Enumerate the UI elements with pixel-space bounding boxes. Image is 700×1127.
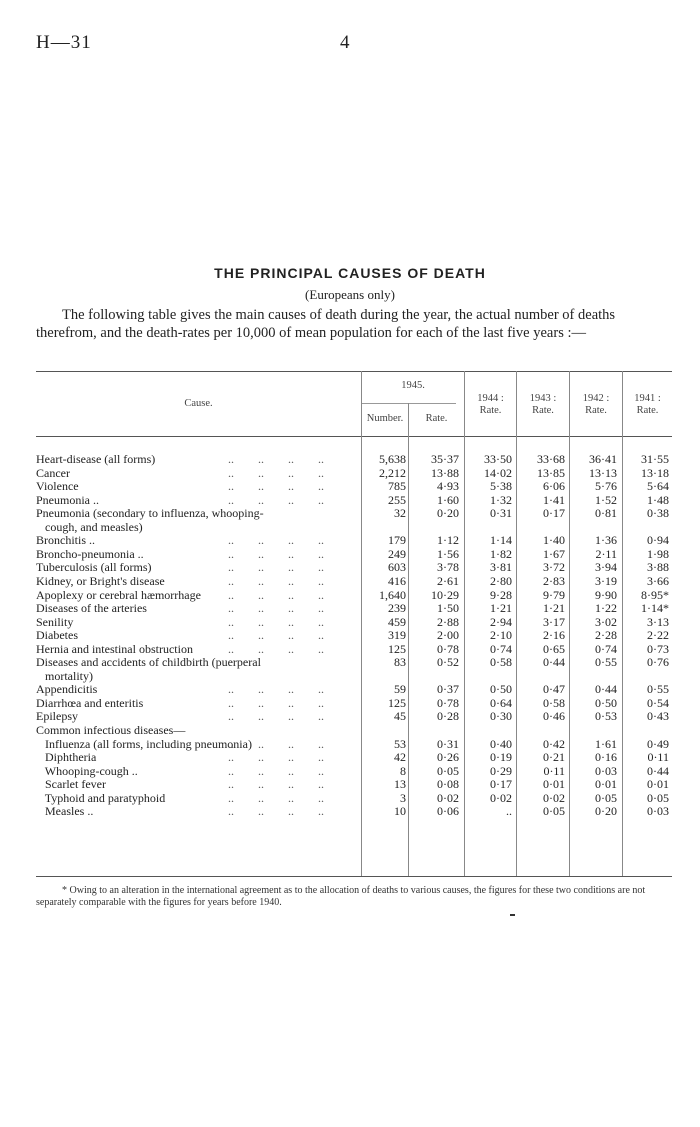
table-header-rule [36, 436, 672, 437]
row-leader-dots: .. .. .. .. [228, 493, 324, 507]
cell-number: 785 [388, 479, 406, 493]
row-cause: Typhoid and paratyphoid [36, 791, 166, 805]
cell-r1942: 0·16 [595, 750, 617, 764]
row-leader-dots: .. .. .. .. [228, 682, 324, 696]
cell-r1941: 0·73 [647, 642, 669, 656]
row-cause: Epilepsy [36, 709, 78, 723]
cell-r1943: 1·40 [543, 533, 565, 547]
cell-number: 239 [388, 601, 406, 615]
row-cause: mortality) [36, 669, 93, 683]
row-cause: Apoplexy or cerebral hæmorrhage [36, 588, 201, 602]
row-cause: cough, and measles) [36, 520, 143, 534]
stray-mark [510, 914, 515, 916]
row-leader-dots: .. .. .. .. [228, 777, 324, 791]
header-code: H—31 [36, 32, 92, 53]
cell-r1941: 1·98 [647, 547, 669, 561]
cell-r1943: 9·79 [543, 588, 565, 602]
cell-number: 10 [394, 804, 406, 818]
row-cause: Pneumonia .. [36, 493, 99, 507]
row-leader-dots: .. .. .. .. [228, 560, 324, 574]
cell-r1943: 0·02 [543, 791, 565, 805]
cell-r1941: 13·18 [641, 466, 669, 480]
row-cause: Broncho-pneumonia .. [36, 547, 144, 561]
cell-r1944: 5·38 [490, 479, 512, 493]
row-leader-dots: .. .. .. .. [228, 547, 324, 561]
row-leader-dots: .. .. .. .. [228, 696, 324, 710]
year-1945-underline [362, 403, 456, 404]
cell-r1942: 2·11 [595, 547, 617, 561]
cell-r1941: 0·01 [647, 777, 669, 791]
cell-number: 249 [388, 547, 406, 561]
cell-r1943: 3·17 [543, 615, 565, 629]
cell-r1943: 0·17 [543, 506, 565, 520]
cell-r1944: 0·50 [490, 682, 512, 696]
row-leader-dots: .. .. .. .. [228, 479, 324, 493]
row-leader-dots: .. .. .. .. [228, 628, 324, 642]
row-cause: Hernia and intestinal obstruction [36, 642, 193, 656]
row-cause: Common infectious diseases— [36, 723, 186, 737]
cell-r1942: 5·76 [595, 479, 617, 493]
cell-rate: 0·78 [437, 696, 459, 710]
cell-number: 319 [388, 628, 406, 642]
cell-r1941: 0·54 [647, 696, 669, 710]
row-cause: Diabetes [36, 628, 78, 642]
cell-r1942: 3·19 [595, 574, 617, 588]
cell-r1943: 0·42 [543, 737, 565, 751]
cell-r1942: 13·13 [589, 466, 617, 480]
cell-rate: 1·60 [437, 493, 459, 507]
cell-r1942: 0·44 [595, 682, 617, 696]
intro-paragraph: The following table gives the main causes of death during the year, the actual number of deaths therefrom, and the death-rates per 10,000 of mean population for each of the last five years :— [36, 307, 616, 341]
header-rate-1942 [570, 393, 622, 417]
cell-r1941: 0·03 [647, 804, 669, 818]
cell-r1944: 0·19 [490, 750, 512, 764]
cell-r1944: 2·80 [490, 574, 512, 588]
cell-r1942: 1·22 [595, 601, 617, 615]
cell-r1942: 9·90 [595, 588, 617, 602]
row-leader-dots: .. .. .. .. [228, 615, 324, 629]
cell-rate: 0·08 [437, 777, 459, 791]
cell-number: 2,212 [379, 466, 406, 480]
cell-number: 5,638 [379, 452, 406, 466]
cell-r1942: 1·52 [595, 493, 617, 507]
cell-rate: 35·37 [431, 452, 459, 466]
cell-r1941: 8·95* [641, 588, 669, 602]
header-rate-1943 [517, 393, 569, 417]
cell-r1944: .. [506, 804, 512, 818]
cell-r1942: 0·74 [595, 642, 617, 656]
cell-r1941: 0·38 [647, 506, 669, 520]
row-cause: Whooping-cough .. [36, 764, 138, 778]
cell-number: 83 [394, 655, 406, 669]
cell-rate: 0·06 [437, 804, 459, 818]
cell-rate: 1·56 [437, 547, 459, 561]
cell-r1944: 0·64 [490, 696, 512, 710]
header-rate-1941 [623, 393, 672, 417]
row-cause: Cancer [36, 466, 70, 480]
cell-number: 255 [388, 493, 406, 507]
cell-r1943: 0·01 [543, 777, 565, 791]
cell-r1941: 0·05 [647, 791, 669, 805]
cell-number: 59 [394, 682, 406, 696]
cell-number: 3 [400, 791, 406, 805]
cell-number: 1,640 [379, 588, 406, 602]
row-leader-dots: .. .. .. .. [228, 642, 324, 656]
header-year-1945: 1945. [401, 380, 425, 391]
cell-r1944: 0·58 [490, 655, 512, 669]
cell-r1944: 0·31 [490, 506, 512, 520]
cell-rate: 4·93 [437, 479, 459, 493]
cell-r1941: 0·11 [647, 750, 669, 764]
cell-r1943: 0·58 [543, 696, 565, 710]
cell-r1944: 9·28 [490, 588, 512, 602]
row-leader-dots: .. .. .. .. [228, 601, 324, 615]
cell-r1941: 0·44 [647, 764, 669, 778]
cell-rate: 0·37 [437, 682, 459, 696]
row-cause: Influenza (all forms, including pneumonia) [36, 737, 252, 751]
cell-number: 42 [394, 750, 406, 764]
cell-r1944: 3·81 [490, 560, 512, 574]
cell-r1943: 33·68 [537, 452, 565, 466]
cell-r1943: 0·46 [543, 709, 565, 723]
row-leader-dots: .. .. .. .. [228, 709, 324, 723]
cell-r1941: 0·76 [647, 655, 669, 669]
row-cause: Appendicitis [36, 682, 98, 696]
row-leader-dots: .. .. .. .. [228, 804, 324, 818]
header-number: Number. [366, 413, 404, 424]
cell-r1942: 3·94 [595, 560, 617, 574]
cell-rate: 0·05 [437, 764, 459, 778]
cell-r1943: 1·67 [543, 547, 565, 561]
cell-rate: 10·29 [431, 588, 459, 602]
cell-r1943: 3·72 [543, 560, 565, 574]
cell-rate: 3·78 [437, 560, 459, 574]
cell-r1943: 2·83 [543, 574, 565, 588]
cell-r1943: 13·85 [537, 466, 565, 480]
cell-r1941: 1·14* [641, 601, 669, 615]
header-rate-1944-year: 1944 : [477, 393, 504, 404]
cell-r1943: 0·65 [543, 642, 565, 656]
row-leader-dots: .. .. .. .. [228, 466, 324, 480]
cell-r1942: 1·61 [595, 737, 617, 751]
cell-r1942: 0·50 [595, 696, 617, 710]
cell-r1944: 0·74 [490, 642, 512, 656]
row-cause: Heart-disease (all forms) [36, 452, 156, 466]
cell-r1941: 0·94 [647, 533, 669, 547]
cell-r1944: 0·02 [490, 791, 512, 805]
cell-r1943: 0·21 [543, 750, 565, 764]
cell-rate: 0·20 [437, 506, 459, 520]
cell-r1944: 33·50 [484, 452, 512, 466]
cell-r1944: 14·02 [484, 466, 512, 480]
table-top-rule [36, 371, 672, 372]
cell-r1941: 0·49 [647, 737, 669, 751]
cell-number: 8 [400, 764, 406, 778]
cell-number: 13 [394, 777, 406, 791]
footnote: * Owing to an alteration in the international agreement as to the allocation of deaths to various causes, the figures for these two conditions are not separately comparable with the figures for years before 1940. [36, 885, 646, 908]
row-cause: Bronchitis .. [36, 533, 95, 547]
row-leader-dots: .. .. .. .. [228, 533, 324, 547]
cell-r1943: 0·47 [543, 682, 565, 696]
cell-r1944: 0·30 [490, 709, 512, 723]
cell-number: 179 [388, 533, 406, 547]
cell-r1943: 1·21 [543, 601, 565, 615]
row-cause: Diphtheria [36, 750, 97, 764]
cell-r1941: 0·43 [647, 709, 669, 723]
cell-number: 459 [388, 615, 406, 629]
cell-number: 32 [394, 506, 406, 520]
cell-r1944: 1·14 [490, 533, 512, 547]
header-rate-1941-label: Rate. [636, 405, 659, 416]
cell-rate: 0·31 [437, 737, 459, 751]
cell-number: 45 [394, 709, 406, 723]
cell-r1944: 1·32 [490, 493, 512, 507]
cell-r1944: 2·10 [490, 628, 512, 642]
row-cause: Diarrhœa and enteritis [36, 696, 144, 710]
header-rate-1943-label: Rate. [532, 405, 554, 416]
cell-rate: 0·02 [437, 791, 459, 805]
section-title: THE PRINCIPAL CAUSES OF DEATH [214, 265, 486, 281]
cell-r1942: 0·55 [595, 655, 617, 669]
cell-r1943: 2·16 [543, 628, 565, 642]
row-cause: Diseases of the arteries [36, 601, 147, 615]
header-rate-1943-year: 1943 : [529, 393, 557, 404]
cell-r1943: 0·11 [543, 764, 565, 778]
cell-r1944: 1·21 [490, 601, 512, 615]
cell-r1941: 0·55 [647, 682, 669, 696]
row-leader-dots: .. .. .. .. [228, 588, 324, 602]
cell-r1943: 0·05 [543, 804, 565, 818]
cell-r1942: 0·53 [595, 709, 617, 723]
cell-rate: 2·61 [437, 574, 459, 588]
cell-r1944: 0·29 [490, 764, 512, 778]
row-cause: Measles .. [36, 804, 94, 818]
cell-r1941: 31·55 [641, 452, 669, 466]
cell-r1942: 0·81 [595, 506, 617, 520]
cell-r1941: 1·48 [647, 493, 669, 507]
row-cause: Scarlet fever [36, 777, 106, 791]
cell-r1941: 2·22 [647, 628, 669, 642]
cell-rate: 13·88 [431, 466, 459, 480]
row-leader-dots: .. .. .. .. [228, 737, 324, 751]
row-leader-dots: .. .. .. .. [228, 452, 324, 466]
table-bottom-rule [36, 876, 672, 877]
cell-r1944: 0·40 [490, 737, 512, 751]
cell-rate: 2·00 [437, 628, 459, 642]
cell-r1943: 0·44 [543, 655, 565, 669]
cell-r1944: 1·82 [490, 547, 512, 561]
page-number: 4 [340, 32, 350, 53]
cell-r1942: 0·20 [595, 804, 617, 818]
header-cause: Cause. [184, 398, 213, 409]
section-subtitle: (Europeans only) [305, 287, 395, 302]
row-leader-dots: .. .. .. .. [228, 791, 324, 805]
cell-r1943: 1·41 [543, 493, 565, 507]
cell-rate: 0·28 [437, 709, 459, 723]
cell-number: 53 [394, 737, 406, 751]
header-rate-1944 [465, 393, 516, 417]
row-cause: Kidney, or Bright's disease [36, 574, 165, 588]
row-cause: Violence [36, 479, 79, 493]
cell-rate: 1·50 [437, 601, 459, 615]
cell-r1943: 6·06 [543, 479, 565, 493]
cell-r1942: 0·03 [595, 764, 617, 778]
cell-r1942: 3·02 [595, 615, 617, 629]
row-leader-dots: .. .. .. .. [228, 750, 324, 764]
cell-r1942: 2·28 [595, 628, 617, 642]
cell-rate: 0·78 [437, 642, 459, 656]
cell-r1941: 5·64 [647, 479, 669, 493]
header-rate-1941-year: 1941 : [634, 393, 661, 404]
header-rate-1942-year: 1942 : [582, 393, 610, 404]
cell-r1942: 0·05 [595, 791, 617, 805]
cell-rate: 1·12 [437, 533, 459, 547]
cell-r1941: 3·88 [647, 560, 669, 574]
row-cause: Senility [36, 615, 74, 629]
header-rate-1944-label: Rate. [479, 405, 502, 416]
cell-rate: 0·26 [437, 750, 459, 764]
cell-number: 603 [388, 560, 406, 574]
cell-r1942: 1·36 [595, 533, 617, 547]
row-leader-dots: .. .. .. .. [228, 764, 324, 778]
row-leader-dots: .. .. .. .. [228, 574, 324, 588]
cell-rate: 0·52 [437, 655, 459, 669]
cell-r1941: 3·13 [647, 615, 669, 629]
cell-number: 125 [388, 642, 406, 656]
cell-r1942: 36·41 [589, 452, 617, 466]
row-cause: Pneumonia (secondary to influenza, whooping- [36, 506, 264, 520]
cell-r1941: 3·66 [647, 574, 669, 588]
cell-r1944: 0·17 [490, 777, 512, 791]
cell-number: 416 [388, 574, 406, 588]
row-cause: Tuberculosis (all forms) [36, 560, 152, 574]
cell-r1942: 0·01 [595, 777, 617, 791]
cell-r1944: 2·94 [490, 615, 512, 629]
header-rate: Rate. [425, 413, 448, 424]
cell-rate: 2·88 [437, 615, 459, 629]
cell-number: 125 [388, 696, 406, 710]
header-rate-1942-label: Rate. [585, 405, 607, 416]
row-cause: Diseases and accidents of childbirth (puerperal [36, 655, 261, 669]
